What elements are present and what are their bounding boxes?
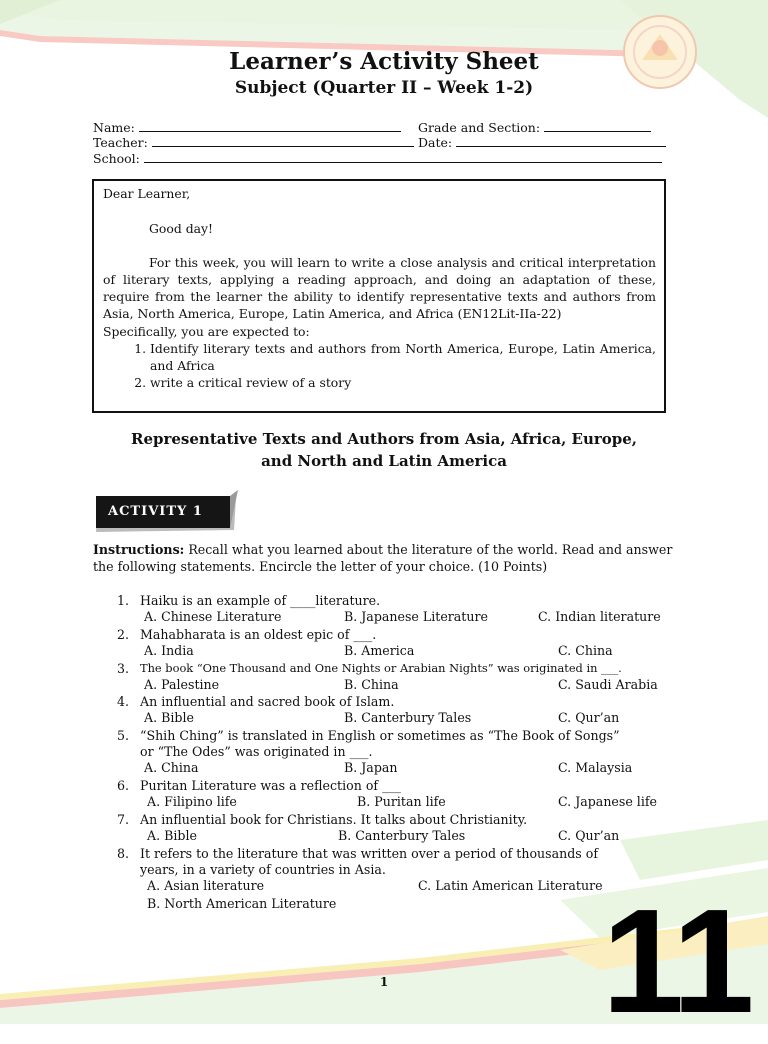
question-6-text: Puritan Literature was a reflection of ___ <box>140 778 401 793</box>
question-4-option-b[interactable]: B. Canterbury Tales <box>344 710 472 725</box>
question-6-option-a[interactable]: A. Filipino life <box>147 794 237 809</box>
question-8-number: 8. <box>117 846 130 861</box>
question-5-text: “Shih Ching” is translated in English or sometimes as “The Book of Songs” <box>140 728 620 743</box>
page-title: Learner’s Activity Sheet <box>229 48 539 75</box>
school-label: School: <box>93 151 140 166</box>
question-7-number: 7. <box>117 812 130 827</box>
section-title-line-2: and North and Latin America <box>261 452 507 470</box>
question-1-option-a[interactable]: A. Chinese Literature <box>144 609 282 624</box>
question-6-number: 6. <box>117 778 130 793</box>
question-4-option-a[interactable]: A. Bible <box>144 710 194 725</box>
instructions-text: Recall what you learned about the literature of the world. Read and answer the following statements. Encircle the letter of your choice. (10 Points) <box>93 542 673 575</box>
question-7-option-c[interactable]: C. Qur’an <box>558 828 620 843</box>
page-number: 1 <box>379 975 389 989</box>
question-7-option-a[interactable]: A. Bible <box>147 828 197 843</box>
objective-item: 1. Identify literary texts and authors from North America, Europe, Latin America, and Africa <box>150 340 656 374</box>
objective-item: 2. write a critical review of a story <box>150 374 656 391</box>
question-8-option-a[interactable]: A. Asian literature <box>147 878 265 893</box>
teacher-line[interactable] <box>152 135 414 147</box>
letter-body: For this week, you will learn to write a close analysis and critical interpretation of literary texts, applying a reading approach, and doing an adaptation of these, require from the learner the ability to identify representative texts and authors from Asia, North America, Europe, Latin America, and Africa (EN12Lit-IIa-22) <box>103 255 656 322</box>
grade-section-line[interactable] <box>544 120 651 132</box>
question-3-option-b[interactable]: B. China <box>344 677 399 692</box>
instructions <box>93 541 676 576</box>
question-8-option-c[interactable]: C. Latin American Literature <box>418 878 603 893</box>
question-5-text-cont: or “The Odes” was originated in ___. <box>140 744 373 759</box>
activity-1-label: ACTIVITY 1 <box>108 504 203 519</box>
page-subtitle: Subject (Quarter II – Week 1-2) <box>234 78 534 98</box>
question-8-text-cont: years, in a variety of countries in Asia. <box>140 862 386 877</box>
name-field[interactable] <box>93 120 401 135</box>
teacher-label: Teacher: <box>93 135 148 150</box>
name-line[interactable] <box>139 120 401 132</box>
grade-section-field[interactable] <box>418 120 651 135</box>
letter-greeting: Good day! <box>149 221 213 237</box>
section-title-line-1: Representative Texts and Authors from Asia, Africa, Europe, <box>130 430 638 448</box>
instructions-label: Instructions: <box>93 542 185 557</box>
question-3-number: 3. <box>117 661 130 676</box>
question-1-option-c[interactable]: C. Indian literature <box>538 609 661 624</box>
objectives-list <box>103 340 656 391</box>
question-1-number: 1. <box>117 593 130 608</box>
question-5-option-c[interactable]: C. Malaysia <box>558 760 633 775</box>
letter-salutation: Dear Learner, <box>103 186 191 201</box>
question-2-text: Mahabharata is an oldest epic of ___. <box>140 627 377 642</box>
section-title <box>80 428 688 472</box>
question-4-text: An influential and sacred book of Islam. <box>140 694 395 709</box>
letter-specifically: Specifically, you are expected to: <box>103 323 310 339</box>
question-7-option-b[interactable]: B. Canterbury Tales <box>338 828 466 843</box>
dear-learner-box <box>92 179 666 413</box>
grade-section-label: Grade and Section: <box>418 120 541 135</box>
question-6-option-b[interactable]: B. Puritan life <box>357 794 446 809</box>
question-2-option-b[interactable]: B. America <box>344 643 415 658</box>
question-3-option-c[interactable]: C. Saudi Arabia <box>558 677 658 692</box>
question-1-text: Haiku is an example of ____literature. <box>140 593 381 608</box>
question-6-option-c[interactable]: C. Japanese life <box>558 794 657 809</box>
date-label: Date: <box>418 135 453 150</box>
question-1-option-b[interactable]: B. Japanese Literature <box>344 609 488 624</box>
question-2-option-a[interactable]: A. India <box>144 643 194 658</box>
question-3-text: The book “One Thousand and One Nights or Arabian Nights” was originated in ___. <box>140 661 622 675</box>
question-4-number: 4. <box>117 694 130 709</box>
question-7-text: An influential book for Christians. It talks about Christianity. <box>140 812 528 827</box>
question-2-number: 2. <box>117 627 130 642</box>
name-label: Name: <box>93 120 135 135</box>
teacher-field[interactable] <box>93 135 414 150</box>
question-8-option-b[interactable]: B. North American Literature <box>147 896 337 911</box>
question-5-number: 5. <box>117 728 130 743</box>
school-field[interactable] <box>93 151 662 166</box>
question-3-option-a[interactable]: A. Palestine <box>144 677 220 692</box>
question-2-option-c[interactable]: C. China <box>558 643 613 658</box>
date-line[interactable] <box>456 135 666 147</box>
question-5-option-b[interactable]: B. Japan <box>344 760 398 775</box>
date-field[interactable] <box>418 135 666 150</box>
grade-number: 11 <box>602 879 751 1044</box>
school-line[interactable] <box>144 151 662 163</box>
question-4-option-c[interactable]: C. Qur’an <box>558 710 620 725</box>
question-8-text: It refers to the literature that was written over a period of thousands of <box>140 846 599 861</box>
question-5-option-a[interactable]: A. China <box>144 760 199 775</box>
